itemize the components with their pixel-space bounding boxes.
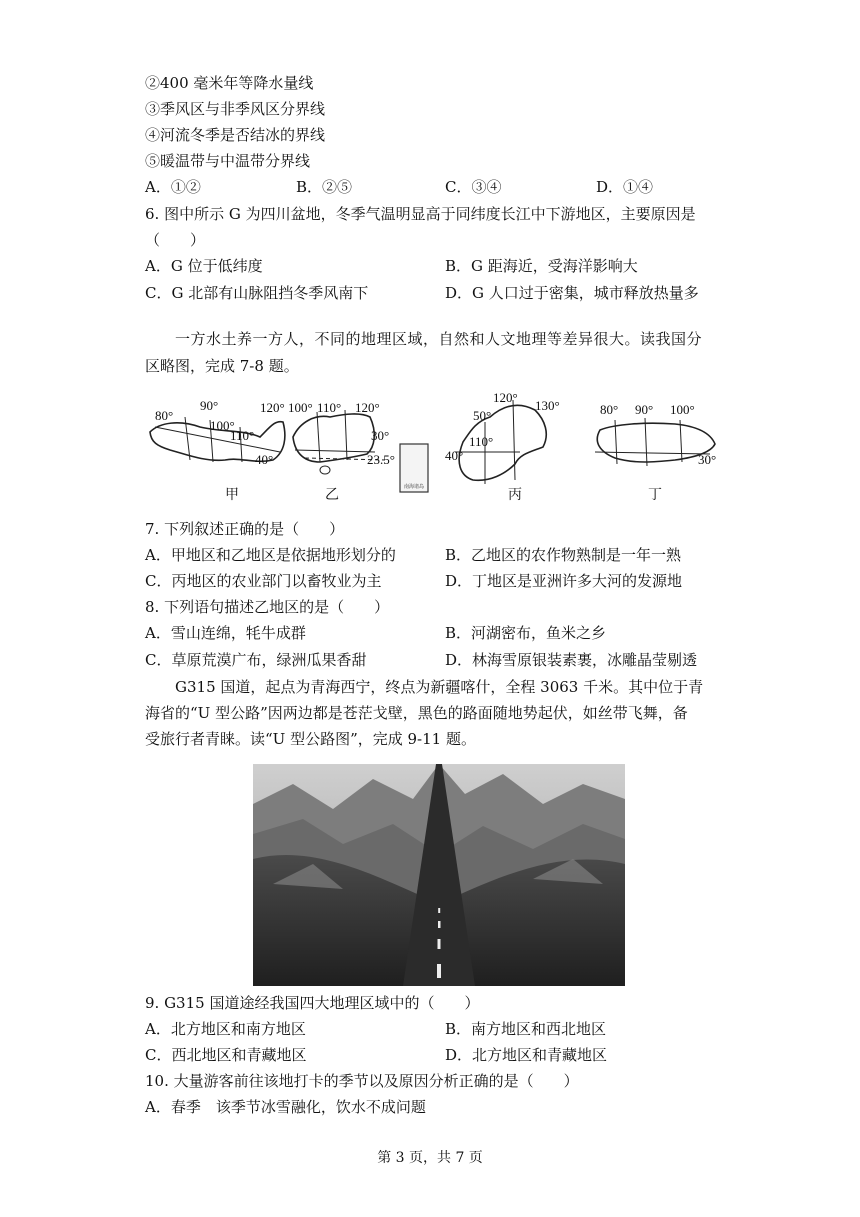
bing-tick-110: 110° [469,434,494,449]
intro-paragraph-1-line-1: 一方水土养一方人，不同的地理区域，自然和人文地理等差异很大。读我国分 [175,330,703,348]
map-yi [288,400,428,492]
q9-stem: 9. G315 国道途经我国四大地理区域中的（ ） [145,994,480,1012]
q6-option-a[interactable]: A．G 位于低纬度 [145,257,263,275]
q8-stem: 8. 下列语句描述乙地区的是（ ） [145,598,390,616]
jia-tick-120: 120° [260,400,285,415]
yi-tick-120: 120° [355,400,380,415]
intro-paragraph-1-line-2: 区略图，完成 7-8 题。 [145,357,299,375]
intro-paragraph-2-line-3: 受旅行者青睐。读“U 型公路图”，完成 9-11 题。 [145,730,476,748]
q9-option-c[interactable]: C．西北地区和青藏地区 [145,1046,307,1064]
bing-tick-50: 50° [473,408,492,423]
map-label-yi: 乙 [325,487,339,503]
jia-tick-100: 100° [210,418,235,433]
map-label-bing: 丙 [508,487,522,503]
q5-option-a[interactable]: A．①② [145,178,201,196]
map-label-ding: 丁 [648,487,662,503]
ding-tick-90: 90° [635,402,654,417]
page-footer: 第 3 页，共 7 页 [377,1150,483,1166]
q6-answer-paren: （ ） [145,231,206,249]
q5-option-d[interactable]: D．①④ [596,178,654,196]
jia-tick-90: 90° [200,398,219,413]
q6-stem: 6. 图中所示 G 为四川盆地，冬季气温明显高于同纬度长江中下游地区，主要原因是 [145,205,696,223]
map-jia [150,398,285,467]
intro-paragraph-2-line-1: G315 国道，起点为青海西宁，终点为新疆喀什，全程 3063 千米。其中位于青 [175,678,704,696]
q6-option-c[interactable]: C．G 北部有山脉阻挡冬季风南下 [145,284,369,302]
q9-option-a[interactable]: A．北方地区和南方地区 [145,1020,306,1038]
q5-item-4: ④河流冬季是否结冰的界线 [145,126,326,144]
ding-tick-100: 100° [670,402,695,417]
q6-option-d[interactable]: D．G 人口过于密集，城市释放热量多 [445,284,699,302]
jia-tick-40: 40° [255,452,274,467]
ding-tick-80: 80° [600,402,619,417]
q5-item-5: ⑤暖温带与中温带分界线 [145,152,311,170]
q9-option-d[interactable]: D．北方地区和青藏地区 [445,1046,608,1064]
map-ding [595,402,716,467]
map-bing [445,392,560,484]
q8-option-d[interactable]: D．林海雪原银装素裹，冰雕晶莹剔透 [445,651,698,669]
q8-option-a[interactable]: A．雪山连绵，牦牛成群 [145,624,306,642]
q10-stem: 10. 大量游客前往该地打卡的季节以及原因分析正确的是（ ） [145,1072,579,1090]
yi-tick-100: 100° [288,400,313,415]
ding-tick-30: 30° [698,452,717,467]
q7-stem: 7. 下列叙述正确的是（ ） [145,520,345,538]
road-photo-svg [253,764,625,986]
jia-tick-80: 80° [155,408,174,423]
q5-option-c[interactable]: C．③④ [445,178,502,196]
q5-option-b[interactable]: B．②⑤ [296,178,353,196]
q8-option-b[interactable]: B．河湖密布，鱼米之乡 [445,624,607,642]
jia-tick-110: 110° [230,428,255,443]
q7-option-b[interactable]: B．乙地区的农作物熟制是一年一熟 [445,546,682,564]
yi-tick-30: 30° [371,428,390,443]
q9-option-b[interactable]: B．南方地区和西北地区 [445,1020,607,1038]
yi-tick-23-5: 23.5° [367,452,395,467]
bing-tick-120: 120° [493,392,518,405]
q8-option-c[interactable]: C．草原荒漠广布，绿洲瓜果香甜 [145,651,367,669]
q5-item-3: ③季风区与非季风区分界线 [145,100,326,118]
region-maps-figure [145,392,735,510]
q7-option-d[interactable]: D．丁地区是亚洲许多大河的发源地 [445,572,683,590]
yi-tick-110: 110° [317,400,342,415]
q10-option-a[interactable]: A．春季 该季节冰雪融化，饮水不成问题 [145,1098,426,1116]
intro-paragraph-2-line-2: 海省的“U 型公路”因两边都是苍茫戈壁，黑色的路面随地势起伏，如丝带飞舞，备 [145,704,688,722]
bing-tick-130: 130° [535,398,560,413]
q7-option-c[interactable]: C．丙地区的农业部门以畜牧业为主 [145,572,382,590]
q7-option-a[interactable]: A．甲地区和乙地区是依据地形划分的 [145,546,396,564]
bing-tick-40: 40° [445,448,464,463]
u-shaped-road-photo [253,764,625,986]
q6-option-b[interactable]: B．G 距海近，受海洋影响大 [445,257,638,275]
q5-item-2: ②400 毫米年等降水量线 [145,74,314,92]
south-sea-inset-label: 南海诸岛 [404,484,425,490]
map-label-jia: 甲 [225,487,239,503]
